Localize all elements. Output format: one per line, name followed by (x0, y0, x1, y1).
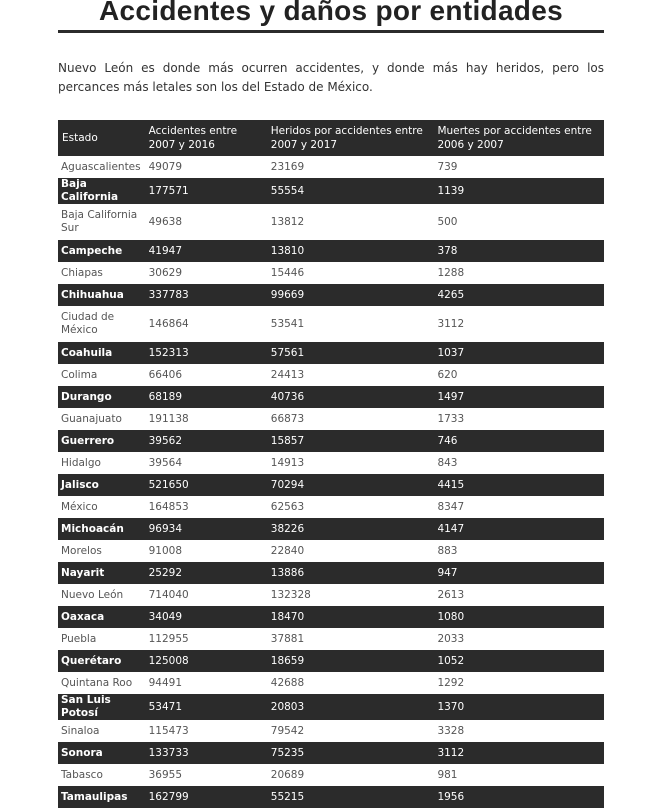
cell-accidentes: 112955 (145, 628, 267, 650)
cell-heridos: 38226 (267, 518, 434, 540)
table-row (58, 720, 604, 742)
table-row (58, 742, 604, 764)
cell-accidentes: 96934 (145, 518, 267, 540)
header-heridos: Heridos por accidentes entre 2007 y 2017 (267, 120, 434, 156)
cell-accidentes: 91008 (145, 540, 267, 562)
accidents-table (58, 120, 604, 808)
table-row (58, 408, 604, 430)
table-row (58, 178, 604, 204)
cell-muertes: 3328 (433, 720, 604, 742)
cell-heridos: 66873 (267, 408, 434, 430)
cell-heridos: 42688 (267, 672, 434, 694)
cell-muertes: 1292 (433, 672, 604, 694)
cell-heridos: 55554 (267, 178, 434, 204)
table-row (58, 694, 604, 720)
cell-accidentes: 162799 (145, 786, 267, 808)
cell-accidentes: 337783 (145, 284, 267, 306)
cell-heridos: 13812 (267, 204, 434, 240)
cell-accidentes: 94491 (145, 672, 267, 694)
cell-muertes: 883 (433, 540, 604, 562)
cell-accidentes: 133733 (145, 742, 267, 764)
cell-heridos: 23169 (267, 156, 434, 178)
cell-muertes: 500 (433, 204, 604, 240)
cell-muertes: 1139 (433, 178, 604, 204)
cell-estado: Colima (58, 364, 145, 386)
cell-estado: Querétaro (58, 650, 145, 672)
cell-muertes: 2033 (433, 628, 604, 650)
cell-estado: México (58, 496, 145, 518)
cell-estado: Campeche (58, 240, 145, 262)
cell-heridos: 15857 (267, 430, 434, 452)
table-row (58, 584, 604, 606)
cell-heridos: 55215 (267, 786, 434, 808)
cell-estado: Puebla (58, 628, 145, 650)
table-row (58, 156, 604, 178)
cell-accidentes: 34049 (145, 606, 267, 628)
cell-estado: Guerrero (58, 430, 145, 452)
cell-estado: Oaxaca (58, 606, 145, 628)
table-row (58, 628, 604, 650)
header-accidentes: Accidentes entre 2007 y 2016 (145, 120, 267, 156)
cell-heridos: 79542 (267, 720, 434, 742)
page-title: Accidentes y daños por entidades (99, 0, 563, 26)
header-muertes: Muertes por accidentes entre 2006 y 2007 (433, 120, 604, 156)
table-row (58, 364, 604, 386)
cell-estado: Durango (58, 386, 145, 408)
cell-estado: Baja California (58, 178, 145, 204)
table-row (58, 786, 604, 808)
cell-accidentes: 36955 (145, 764, 267, 786)
cell-muertes: 1497 (433, 386, 604, 408)
cell-muertes: 4415 (433, 474, 604, 496)
table-row (58, 540, 604, 562)
table-row (58, 240, 604, 262)
cell-heridos: 75235 (267, 742, 434, 764)
cell-estado: Coahuila (58, 342, 145, 364)
cell-muertes: 1052 (433, 650, 604, 672)
cell-accidentes: 191138 (145, 408, 267, 430)
table-row (58, 496, 604, 518)
cell-accidentes: 49638 (145, 204, 267, 240)
cell-muertes: 843 (433, 452, 604, 474)
cell-muertes: 1733 (433, 408, 604, 430)
cell-heridos: 70294 (267, 474, 434, 496)
cell-accidentes: 66406 (145, 364, 267, 386)
table-row (58, 284, 604, 306)
cell-accidentes: 30629 (145, 262, 267, 284)
cell-heridos: 22840 (267, 540, 434, 562)
title-divider (58, 30, 604, 33)
cell-muertes: 947 (433, 562, 604, 584)
table-row (58, 386, 604, 408)
cell-estado: Nayarit (58, 562, 145, 584)
cell-estado: Jalisco (58, 474, 145, 496)
cell-estado: Chiapas (58, 262, 145, 284)
cell-accidentes: 49079 (145, 156, 267, 178)
cell-accidentes: 164853 (145, 496, 267, 518)
cell-estado: Quintana Roo (58, 672, 145, 694)
cell-heridos: 37881 (267, 628, 434, 650)
cell-accidentes: 152313 (145, 342, 267, 364)
cell-estado: Sonora (58, 742, 145, 764)
cell-heridos: 18659 (267, 650, 434, 672)
table-row (58, 606, 604, 628)
intro-paragraph: Nuevo León es donde más ocurren accidentes, y donde más hay heridos, pero los percances más letales son los del Estado de México. (58, 61, 604, 94)
cell-muertes: 378 (433, 240, 604, 262)
cell-heridos: 40736 (267, 386, 434, 408)
table-row (58, 474, 604, 496)
cell-estado: Michoacán (58, 518, 145, 540)
cell-accidentes: 39564 (145, 452, 267, 474)
cell-muertes: 4147 (433, 518, 604, 540)
cell-muertes: 2613 (433, 584, 604, 606)
cell-muertes: 620 (433, 364, 604, 386)
cell-accidentes: 41947 (145, 240, 267, 262)
cell-estado: Tabasco (58, 764, 145, 786)
cell-heridos: 13886 (267, 562, 434, 584)
cell-muertes: 3112 (433, 742, 604, 764)
cell-muertes: 746 (433, 430, 604, 452)
cell-estado: Sinaloa (58, 720, 145, 742)
cell-heridos: 18470 (267, 606, 434, 628)
cell-heridos: 15446 (267, 262, 434, 284)
cell-accidentes: 68189 (145, 386, 267, 408)
cell-muertes: 739 (433, 156, 604, 178)
cell-muertes: 1956 (433, 786, 604, 808)
table-row (58, 518, 604, 540)
table-row (58, 342, 604, 364)
cell-muertes: 3112 (433, 306, 604, 342)
cell-accidentes: 115473 (145, 720, 267, 742)
cell-accidentes: 521650 (145, 474, 267, 496)
cell-heridos: 20689 (267, 764, 434, 786)
cell-heridos: 14913 (267, 452, 434, 474)
cell-heridos: 57561 (267, 342, 434, 364)
cell-estado: San Luis Potosí (58, 694, 145, 720)
cell-heridos: 20803 (267, 694, 434, 720)
table-row (58, 764, 604, 786)
cell-heridos: 24413 (267, 364, 434, 386)
cell-heridos: 132328 (267, 584, 434, 606)
cell-accidentes: 146864 (145, 306, 267, 342)
cell-estado: Nuevo León (58, 584, 145, 606)
cell-estado: Tamaulipas (58, 786, 145, 808)
cell-heridos: 13810 (267, 240, 434, 262)
table-row (58, 650, 604, 672)
cell-estado: Chihuahua (58, 284, 145, 306)
table-row (58, 452, 604, 474)
table-row (58, 306, 604, 342)
cell-heridos: 99669 (267, 284, 434, 306)
cell-heridos: 53541 (267, 306, 434, 342)
cell-accidentes: 177571 (145, 178, 267, 204)
cell-estado: Ciudad de México (58, 306, 145, 342)
cell-muertes: 8347 (433, 496, 604, 518)
cell-accidentes: 39562 (145, 430, 267, 452)
cell-estado: Hidalgo (58, 452, 145, 474)
cell-accidentes: 25292 (145, 562, 267, 584)
cell-estado: Baja California Sur (58, 204, 145, 240)
table-row (58, 204, 604, 240)
cell-accidentes: 53471 (145, 694, 267, 720)
cell-muertes: 1037 (433, 342, 604, 364)
table-row (58, 262, 604, 284)
cell-heridos: 62563 (267, 496, 434, 518)
table-header-row (58, 120, 604, 156)
table-row (58, 430, 604, 452)
cell-muertes: 1288 (433, 262, 604, 284)
header-estado: Estado (58, 120, 145, 156)
cell-estado: Aguascalientes (58, 156, 145, 178)
cell-estado: Morelos (58, 540, 145, 562)
cell-muertes: 4265 (433, 284, 604, 306)
table-row (58, 672, 604, 694)
cell-muertes: 981 (433, 764, 604, 786)
cell-accidentes: 714040 (145, 584, 267, 606)
cell-accidentes: 125008 (145, 650, 267, 672)
table-body (58, 156, 604, 808)
cell-muertes: 1080 (433, 606, 604, 628)
table-row (58, 562, 604, 584)
cell-estado: Guanajuato (58, 408, 145, 430)
cell-muertes: 1370 (433, 694, 604, 720)
